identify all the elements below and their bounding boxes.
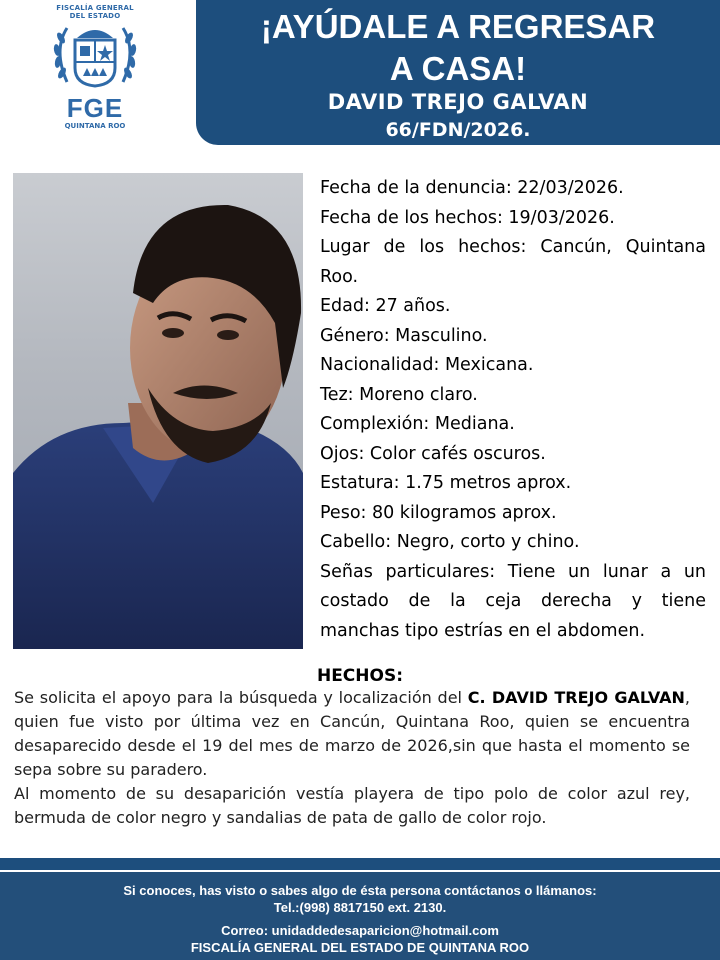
missing-person-name: DAVID TREJO GALVAN — [327, 90, 589, 114]
detail-place: Lugar de los hechos: Cancún, Quintana Roo. — [320, 237, 706, 287]
logo-top-line2: DEL ESTADO — [69, 12, 121, 20]
detail-age: Edad: 27 años. — [320, 296, 451, 316]
footer-divider — [0, 858, 720, 870]
facts-heading: HECHOS: — [316, 666, 404, 686]
detail-height: Estatura: 1.75 metros aprox. — [320, 473, 572, 493]
logo-state: QUINTANA ROO — [64, 122, 126, 130]
facts-text — [14, 686, 690, 830]
detail-eyes: Ojos: Color cafés oscuros. — [320, 443, 546, 464]
detail-hair: Cabello: Negro, corto y chino. — [320, 532, 580, 552]
facts-p1-pre: Se solicita el apoyo para la búsqueda y localización del — [14, 688, 468, 707]
footer-prompt: Si conoces, has visto o sabes algo de ésta persona contáctanos o llámanos: — [123, 883, 597, 898]
person-portrait-icon — [13, 173, 303, 649]
fge-logo — [30, 4, 160, 150]
contact-footer — [0, 872, 720, 960]
missing-person-photo — [13, 173, 303, 649]
detail-marks: Señas particulares: Tiene un lunar a un costado de la ceja derecha y tiene manchas tipo estrías en el abdomen. — [320, 561, 706, 641]
detail-build: Complexión: Mediana. — [320, 414, 515, 434]
page-title — [196, 6, 720, 90]
facts-p1-name: C. DAVID TREJO GALVAN — [467, 688, 685, 707]
title-line2: A CASA! — [389, 50, 527, 87]
detail-nationality: Nacionalidad: Mexicana. — [320, 355, 534, 375]
footer-phone: Tel.:(998) 8817150 ext. 2130. — [273, 900, 447, 915]
header-banner — [196, 0, 720, 145]
detail-gender: Género: Masculino. — [320, 325, 488, 346]
footer-agency: FISCALÍA GENERAL DEL ESTADO DE QUINTANA ROO — [190, 940, 530, 955]
facts-paragraph-1 — [14, 686, 690, 782]
coat-of-arms-icon — [45, 20, 145, 90]
person-details — [320, 174, 706, 646]
logo-top-line1: FISCALÍA GENERAL — [56, 4, 134, 12]
detail-complexion-tone: Tez: Moreno claro. — [320, 384, 478, 405]
facts-paragraph-2: Al momento de su desaparición vestía playera de tipo polo de color azul rey, bermuda de color negro y sandalias de pata de gallo de color rojo. — [14, 784, 690, 827]
detail-report-date: Fecha de la denuncia: 22/03/2026. — [320, 178, 624, 198]
detail-event-date: Fecha de los hechos: 19/03/2026. — [320, 207, 615, 228]
detail-weight: Peso: 80 kilogramos aprox. — [320, 502, 557, 523]
facts-p1-post: , quien fue visto por última vez en Cancún, Quintana Roo, quien se encuentra desaparecido desde el 19 del mes de marzo de 2026,sin que hasta el momento se sepa sobre su paradero. — [14, 688, 690, 779]
footer-email: Correo: unidaddedesaparicion@hotmail.com — [221, 923, 499, 938]
case-code: 66/FDN/2026. — [385, 119, 531, 141]
logo-acronym: FGE — [66, 93, 124, 123]
title-line1: ¡AYÚDALE A REGRESAR — [260, 8, 656, 45]
